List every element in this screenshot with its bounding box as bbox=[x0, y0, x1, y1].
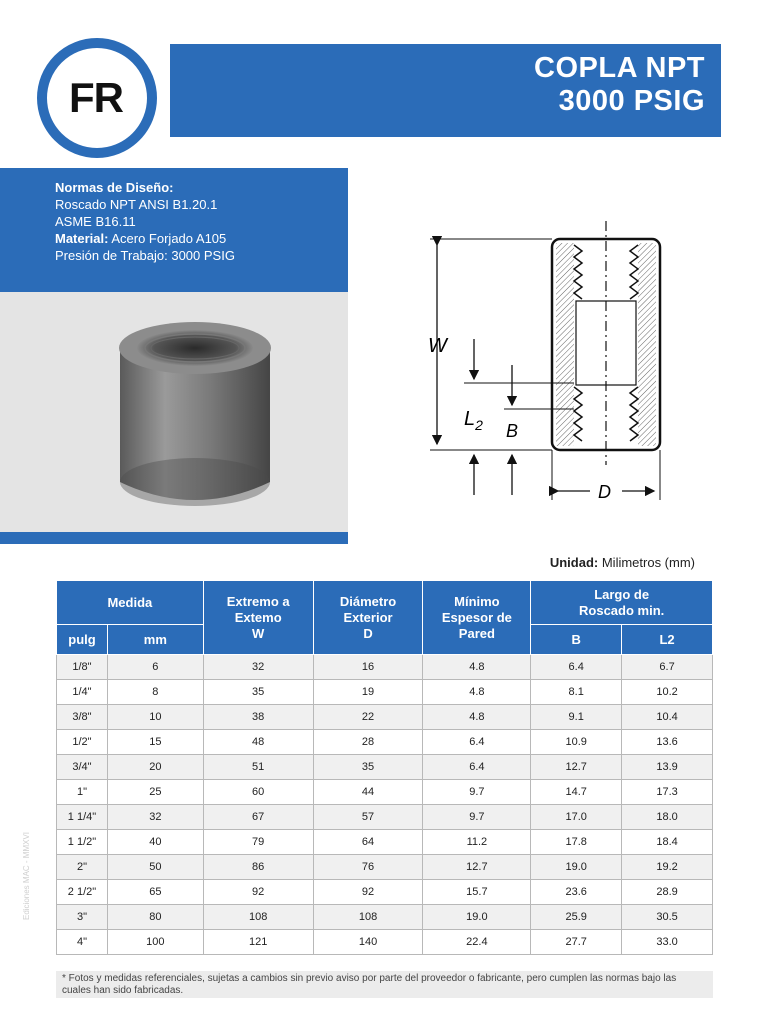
table-cell: 4" bbox=[57, 930, 108, 955]
table-cell: 79 bbox=[203, 830, 313, 855]
table-cell: 50 bbox=[107, 855, 203, 880]
table-cell: 57 bbox=[313, 805, 423, 830]
table-cell: 13.6 bbox=[622, 730, 713, 755]
table-cell: 40 bbox=[107, 830, 203, 855]
design-standards-label: Normas de Diseño: bbox=[55, 180, 174, 195]
table-row bbox=[57, 930, 713, 955]
header-medida: Medida bbox=[57, 581, 204, 625]
table-cell: 76 bbox=[313, 855, 423, 880]
table-cell: 11.2 bbox=[423, 830, 531, 855]
table-row bbox=[57, 780, 713, 805]
table-cell: 3" bbox=[57, 905, 108, 930]
table-cell: 18.0 bbox=[622, 805, 713, 830]
table-row bbox=[57, 680, 713, 705]
table-cell: 2" bbox=[57, 855, 108, 880]
table-row bbox=[57, 655, 713, 680]
table-cell: 17.0 bbox=[531, 805, 622, 830]
table-cell: 4.8 bbox=[423, 655, 531, 680]
label-w: W bbox=[428, 335, 447, 357]
label-d: D bbox=[598, 482, 611, 502]
table-cell: 6.4 bbox=[531, 655, 622, 680]
table-cell: 3/4" bbox=[57, 755, 108, 780]
table-row bbox=[57, 705, 713, 730]
table-cell: 8.1 bbox=[531, 680, 622, 705]
table-cell: 121 bbox=[203, 930, 313, 955]
table-cell: 38 bbox=[203, 705, 313, 730]
table-cell: 20 bbox=[107, 755, 203, 780]
table-cell: 22.4 bbox=[423, 930, 531, 955]
title-line-2: 3000 PSIG bbox=[558, 85, 705, 117]
table-cell: 13.9 bbox=[622, 755, 713, 780]
table-cell: 1/2" bbox=[57, 730, 108, 755]
header-l2: L2 bbox=[622, 625, 713, 655]
table-cell: 3/8" bbox=[57, 705, 108, 730]
table-cell: 65 bbox=[107, 880, 203, 905]
table-cell: 35 bbox=[203, 680, 313, 705]
table-row bbox=[57, 830, 713, 855]
table-cell: 19.2 bbox=[622, 855, 713, 880]
table-cell: 18.4 bbox=[622, 830, 713, 855]
title-line-1: COPLA NPT bbox=[534, 52, 705, 84]
header-b: B bbox=[531, 625, 622, 655]
table-cell: 19.0 bbox=[531, 855, 622, 880]
table-cell: 8 bbox=[107, 680, 203, 705]
table-cell: 9.7 bbox=[423, 780, 531, 805]
table-cell: 48 bbox=[203, 730, 313, 755]
unit-note bbox=[550, 555, 695, 570]
table-cell: 32 bbox=[107, 805, 203, 830]
label-l2-sub: 2 bbox=[475, 417, 483, 433]
table-row bbox=[57, 755, 713, 780]
table-cell: 10.4 bbox=[622, 705, 713, 730]
table-cell: 100 bbox=[107, 930, 203, 955]
table-cell: 25 bbox=[107, 780, 203, 805]
table-cell: 10 bbox=[107, 705, 203, 730]
page-title bbox=[534, 52, 705, 118]
table-cell: 32 bbox=[203, 655, 313, 680]
unit-label: Unidad: bbox=[549, 555, 599, 570]
table-cell: 44 bbox=[313, 780, 423, 805]
label-l2-main: L bbox=[464, 408, 476, 430]
table-cell: 28.9 bbox=[622, 880, 713, 905]
product-photo-panel bbox=[0, 292, 348, 532]
table-cell: 67 bbox=[203, 805, 313, 830]
table-cell: 12.7 bbox=[423, 855, 531, 880]
table-cell: 19.0 bbox=[423, 905, 531, 930]
table-cell: 10.9 bbox=[531, 730, 622, 755]
table-cell: 6.4 bbox=[423, 730, 531, 755]
table-cell: 1" bbox=[57, 780, 108, 805]
table-cell: 64 bbox=[313, 830, 423, 855]
table-cell: 6 bbox=[107, 655, 203, 680]
table-cell: 9.7 bbox=[423, 805, 531, 830]
table-cell: 92 bbox=[203, 880, 313, 905]
table-cell: 28 bbox=[313, 730, 423, 755]
table-row bbox=[57, 805, 713, 830]
table-cell: 1/4" bbox=[57, 680, 108, 705]
specs-panel bbox=[0, 168, 348, 292]
table-cell: 17.3 bbox=[622, 780, 713, 805]
table-cell: 4.8 bbox=[423, 705, 531, 730]
header-mm: mm bbox=[107, 625, 203, 655]
table-row bbox=[57, 880, 713, 905]
material-label: Material: bbox=[55, 231, 109, 246]
table-cell: 6.4 bbox=[423, 755, 531, 780]
photo-bottom-bar bbox=[0, 532, 348, 544]
table-cell: 27.7 bbox=[531, 930, 622, 955]
label-b: B bbox=[506, 421, 519, 441]
table-cell: 80 bbox=[107, 905, 203, 930]
design-standard-1: Roscado NPT ANSI B1.20.1 bbox=[55, 197, 218, 212]
table-cell: 17.8 bbox=[531, 830, 622, 855]
table-cell: 15.7 bbox=[423, 880, 531, 905]
table-cell: 108 bbox=[203, 905, 313, 930]
table-cell: 33.0 bbox=[622, 930, 713, 955]
coupling-dimension-diagram bbox=[420, 215, 690, 515]
table-cell: 1/8" bbox=[57, 655, 108, 680]
table-cell: 15 bbox=[107, 730, 203, 755]
material-value: Acero Forjado A105 bbox=[108, 231, 227, 246]
design-standard-2: ASME B16.11 bbox=[55, 214, 136, 229]
table-row bbox=[57, 855, 713, 880]
table-row bbox=[57, 730, 713, 755]
coupling-photo bbox=[0, 292, 348, 532]
header-diametro: Diámetro Exterior D bbox=[313, 581, 423, 655]
table-cell: 108 bbox=[313, 905, 423, 930]
table-cell: 6.7 bbox=[622, 655, 713, 680]
table-cell: 92 bbox=[313, 880, 423, 905]
footnote: * Fotos y medidas referenciales, sujetas a cambios sin previo aviso por parte del proveedor o fabricante, pero cumplen las normas bajo las cuales han sido fabricadas. bbox=[56, 971, 713, 998]
table-cell: 9.1 bbox=[531, 705, 622, 730]
table-cell: 12.7 bbox=[531, 755, 622, 780]
table-cell: 16 bbox=[313, 655, 423, 680]
header-pulg: pulg bbox=[57, 625, 108, 655]
header-extremo: Extremo a Extemo W bbox=[203, 581, 313, 655]
table-cell: 4.8 bbox=[423, 680, 531, 705]
table-cell: 25.9 bbox=[531, 905, 622, 930]
table-cell: 23.6 bbox=[531, 880, 622, 905]
table-cell: 14.7 bbox=[531, 780, 622, 805]
working-pressure: Presión de Trabajo: 3000 PSIG bbox=[55, 248, 235, 263]
table-cell: 60 bbox=[203, 780, 313, 805]
dimensions-table bbox=[56, 580, 713, 955]
table-cell: 140 bbox=[313, 930, 423, 955]
logo-text: FR bbox=[69, 74, 123, 121]
table-row bbox=[57, 905, 713, 930]
table-cell: 1 1/4" bbox=[57, 805, 108, 830]
table-cell: 1 1/2" bbox=[57, 830, 108, 855]
label-l2 bbox=[464, 408, 483, 433]
header-largo: Largo de Roscado min. bbox=[531, 581, 713, 625]
table-cell: 35 bbox=[313, 755, 423, 780]
table-cell: 2 1/2" bbox=[57, 880, 108, 905]
fr-logo bbox=[37, 38, 157, 158]
unit-value: Milimetros (mm) bbox=[598, 555, 695, 570]
table-cell: 22 bbox=[313, 705, 423, 730]
table-cell: 86 bbox=[203, 855, 313, 880]
header-espesor: Mínimo Espesor de Pared bbox=[423, 581, 531, 655]
table-cell: 19 bbox=[313, 680, 423, 705]
table-cell: 10.2 bbox=[622, 680, 713, 705]
table-cell: 30.5 bbox=[622, 905, 713, 930]
table-cell: 51 bbox=[203, 755, 313, 780]
edition-watermark: Ediciones MAC - MMXVI bbox=[22, 831, 31, 920]
